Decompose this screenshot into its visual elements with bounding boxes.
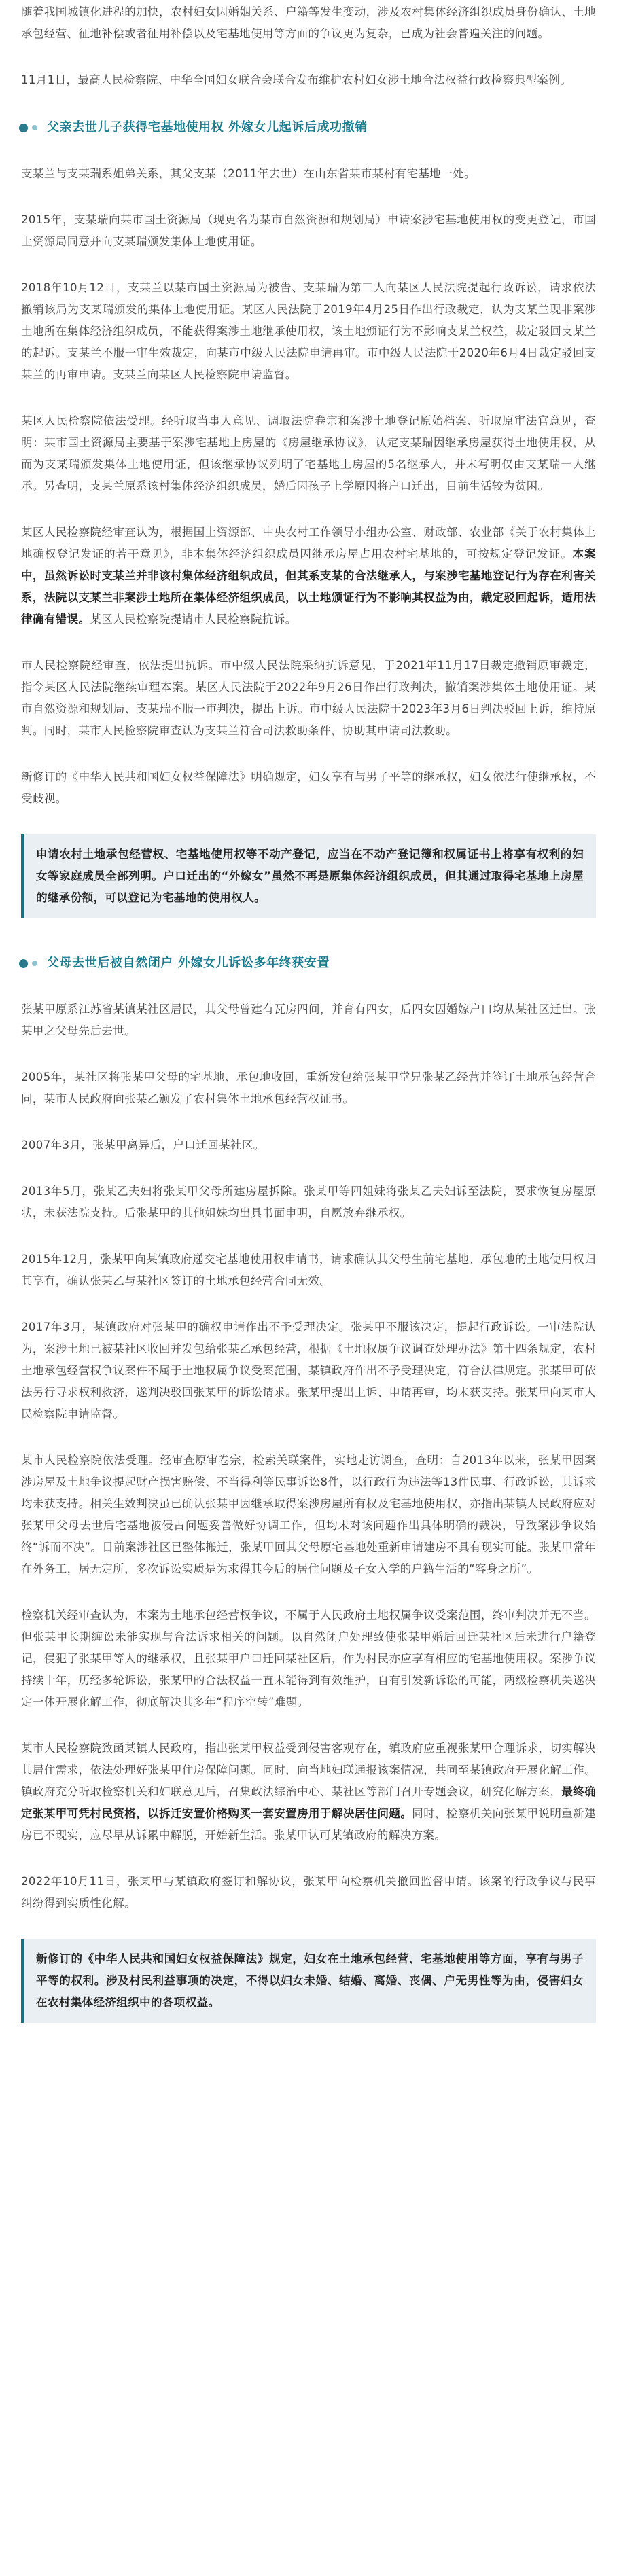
case2-paragraph: 检察机关经审查认为，本案为土地承包经营权争议，不属于人民政府土地权属争议受案范围，终审判决并无不当。但张某甲长期缠讼未能实现与合法诉求相关的问题。以自然闭户处理致使张某甲婚后回迁某社区后未进行户籍登记，侵犯了张某甲等人的继承权，且张某甲户口迁回某社区后，作为村民亦应享有相应的宅基地使用权。案涉争议持续十年，历经多轮诉讼，张某甲的合法权益一直未能得到有效维护，自有引发新诉讼的可能，两级检察机关遂决定一体开展化解工作，彻底解决其多年“程序空转”难题。 (21, 1609, 596, 1709)
case2-resolution-bold: 最终确定张某甲可凭村民资格，以拆迁安置价格购买一套安置房用于解决居住问题。 (21, 1785, 596, 1820)
intro-paragraph-1: 随着我国城镇化进程的加快，农村妇女因婚姻关系、户籍等发生变动，涉及农村集体经济组织成员身份确认、土地承包经营、征地补偿或者征用补偿以及宅基地使用等方面的争议更为复杂，已成为社会普遍关注的问题。 (21, 5, 596, 40)
case2-heading (19, 951, 596, 976)
case2-paragraph: 2007年3月，张某甲离异后，户口迁回某社区。 (21, 1139, 265, 1151)
case2-paragraph: 2015年12月，张某甲向某镇政府递交宅基地使用权申请书，请求确认其父母生前宅基地、承包地的土地使用权归其享有，确认张某乙与某社区签订的土地承包经营合同无效。 (21, 1253, 596, 1287)
case2-paragraph: 2013年5月，张某乙夫妇将张某甲父母所建房屋拆除。张某甲等四姐妹将张某乙夫妇诉至法院，要求恢复房屋原状，未获法院支持。后张某甲的其他姐妹均出具书面申明，自愿放弃继承权。 (21, 1185, 596, 1219)
intro-paragraph-2: 11月1日，最高人民检察院、中华全国妇女联合会联合发布维护农村妇女涉土地合法权益行政检察典型案例。 (21, 73, 572, 86)
case1-review-paragraph (21, 522, 596, 630)
case2-resolution-paragraph (21, 1738, 596, 1846)
case1-summary-quote: 申请农村土地承包经营权、宅基地使用权等不动产登记，应当在不动产登记簿和权属证书上将享有权利的妇女等家庭成员全部列明。户口迁出的“外嫁女”虽然不再是原集体经济组织成员，但其通过取得宅基地上房屋的继承份额，可以登记为宅基地的使用权人。 (21, 834, 596, 918)
case1-review-tail: 某区人民检察院提请市人民检察院抗诉。 (90, 613, 297, 626)
case2-title: 父母去世后被自然闭户 外嫁女儿诉讼多年终获安置 (47, 956, 330, 970)
case2-paragraph: 张某甲原系江苏省某镇某社区居民，其父母曾建有瓦房四间，并育有四女，后四女因婚嫁户口均从某社区迁出。张某甲之父母先后去世。 (21, 1003, 596, 1037)
bullet-dots-icon (19, 124, 37, 132)
case2-paragraph: 2022年10月11日，张某甲与某镇政府签订和解协议，张某甲向检察机关撤回监督申请。该案的行政争议与民事纠纷得到实质性化解。 (21, 1875, 596, 1910)
case1-heading (19, 115, 596, 140)
case1-paragraph: 新修订的《中华人民共和国妇女权益保障法》明确规定，妇女享有与男子平等的继承权，妇女依法行使继承权，不受歧视。 (21, 770, 596, 805)
case1-review-text: 某区人民检察院经审查认为，根据国土资源部、中央农村工作领导小组办公室、财政部、农业部《关于农村集体土地确权登记发证的若干意见》，非本集体经济组织成员因继承房屋占用农村宅基地的，可按规定登记发证。 (21, 526, 596, 560)
case2-paragraph: 2005年，某社区将张某甲父母的宅基地、承包地收回，重新发包给张某甲堂兄张某乙经营并签订土地承包经营合同，某市人民政府向张某乙颁发了农村集体土地承包经营权证书。 (21, 1071, 596, 1105)
case1-paragraph: 2015年，支某瑞向某市国土资源局（现更名为某市自然资源和规划局）申请案涉宅基地使用权的变更登记，市国土资源局同意并向支某瑞颁发集体土地使用证。 (21, 213, 596, 248)
case1-paragraph: 某区人民检察院依法受理。经听取当事人意见、调取法院卷宗和案涉土地登记原始档案、听取原审法官意见，查明：某市国土资源局主要基于案涉宅基地上房屋的《房屋继承协议》，认定支某瑞因继承房屋获得土地使用权，从而为支某瑞颁发集体土地使用证，但该继承协议列明了宅基地上房屋的5名继承人，并未写明仅由支某瑞一人继承。另查明，支某兰原系该村集体经济组织成员，婚后因孩子上学原因将户口迁出，目前生活较为贫困。 (21, 414, 596, 493)
case1-title: 父亲去世儿子获得宅基地使用权 外嫁女儿起诉后成功撤销 (47, 120, 368, 135)
case2-paragraph: 某市人民检察院依法受理。经审查原审卷宗，检索关联案件，实地走访调查，查明：自2013年以来，张某甲因案涉房屋及土地争议提起财产损害赔偿、不当得利等民事诉讼8件，以行政行为违法等13件民事、行政诉讼，其诉求均未获支持。相关生效判决虽已确认张某甲因继承取得案涉房屋所有权及宅基地使用权，亦指出某镇人民政府应对张某甲父母去世后宅基地被侵占问题妥善做好协调工作，但均未对该问题作出具体明确的裁决，导致案涉争议始终“诉而不决”。目前案涉社区已整体搬迁，张某甲回其父母原宅基地处重新申请建房不具有现实可能。张某甲常年在外务工，居无定所，多次诉讼实质是为求得其今后的居住问题及子女入学的户籍生活的“容身之所”。 (21, 1454, 596, 1575)
case2-resolution-text: 某市人民检察院致函某镇人民政府，指出张某甲权益受到侵害客观存在，镇政府应重视张某甲合理诉求，切实解决其居住需求，依法处理好张某甲住房保障问题。同时，向当地妇联通报该案情况，共同至某镇政府开展化解工作。镇政府充分听取检察机关和妇联意见后，召集政法综治中心、某社区等部门召开专题会议，研究化解方案， (21, 1742, 596, 1798)
case1-paragraph: 支某兰与支某瑞系姐弟关系，其父支某（2011年去世）在山东省某市某村有宅基地一处。 (21, 167, 476, 180)
bullet-dots-icon (19, 959, 37, 968)
case2-summary-quote: 新修订的《中华人民共和国妇女权益保障法》规定，妇女在土地承包经营、宅基地使用等方面，享有与男子平等的权利。涉及村民利益事项的决定，不得以妇女未婚、结婚、离婚、丧偶、户无男性等为由，侵害妇女在农村集体经济组织中的各项权益。 (21, 1939, 596, 2023)
case2-resolution-tail: 同时，检察机关向张某甲说明重新建房已不现实，应尽早从诉累中解脱，开始新生活。张某甲认可某镇政府的解决方案。 (21, 1807, 596, 1842)
case2-paragraph: 2017年3月，某镇政府对张某甲的确权申请作出不予受理决定。张某甲不服该决定，提起行政诉讼。一审法院认为，案涉土地已被某社区收回并发包给张某乙承包经营，根据《土地权属争议调查处理办法》第十四条规定，农村土地承包经营权争议案件不属于土地权属争议受案范围，某镇政府作出不予受理决定，符合法律规定。张某甲可依法另行寻求权利救济，遂判决驳回张某甲的诉讼请求。张某甲提出上诉、申请再审，均未获支持。张某甲向某市人民检察院申请监督。 (21, 1321, 596, 1420)
case1-paragraph: 2018年10月12日，支某兰以某市国土资源局为被告、支某瑞为第三人向某区人民法院提起行政诉讼，请求依法撤销该局为支某瑞颁发的集体土地使用证。某区人民法院于2019年4月25日作出行政裁定，认为支某兰现非案涉土地所在集体经济组织成员，不能获得案涉土地继承使用权，该土地颁证行为不影响支某兰权益，裁定驳回支某兰的起诉。支某兰不服一审生效裁定，向某市中级人民法院申请再审。市中级人民法院于2020年6月4日裁定驳回支某兰的再审申请。支某兰向某区人民检察院申请监督。 (21, 281, 596, 381)
case1-paragraph: 市人民检察院经审查，依法提出抗诉。市中级人民法院采纳抗诉意见，于2021年11月17日裁定撤销原审裁定，指令某区人民法院继续审理本案。某区人民法院于2022年9月26日作出行政判决，撤销案涉集体土地使用证。某市自然资源和规划局、支某瑞不服一审判决，提出上诉。市中级人民法院于2023年3月6日判决驳回上诉，维持原判。同时，某市人民检察院审查认为支某兰符合司法救助条件，协助其申请司法救助。 (21, 659, 596, 737)
case1-review-bold: 本案中，虽然诉讼时支某兰并非该村集体经济组织成员，但其系支某的合法继承人，与案涉宅基地登记行为存在利害关系，法院以支某兰非案涉土地所在集体经济组织成员，以土地颁证行为不影响其权益为由，裁定驳回起诉，适用法律确有错误。 (21, 548, 596, 626)
